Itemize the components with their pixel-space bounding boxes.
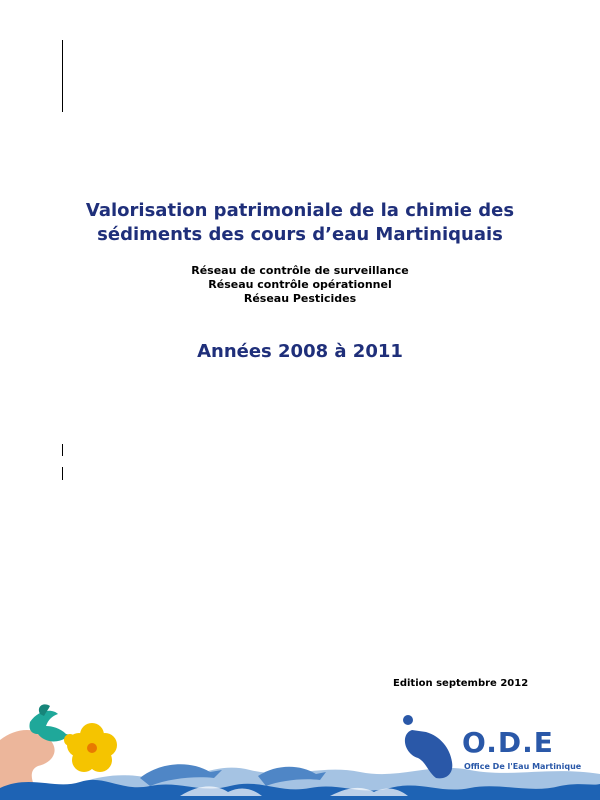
hibiscus-flower-illustration	[67, 723, 117, 772]
ode-logo-name: O.D.E	[462, 726, 554, 759]
document-title	[0, 199, 600, 247]
hibiscus-bud-illustration	[64, 734, 76, 746]
revision-bar-top	[62, 40, 63, 112]
edition-date: Edition septembre 2012	[393, 678, 529, 689]
document-years: Années 2008 à 2011	[197, 341, 403, 362]
revision-bar-middle	[62, 444, 63, 456]
network-item-operationnel: Réseau contrôle opérationnel	[208, 278, 392, 291]
network-item-surveillance: Réseau de contrôle de surveillance	[191, 264, 409, 277]
document-title-line-1: Valorisation patrimoniale de la chimie des	[85, 200, 515, 221]
ode-logo-subtitle: Office De l'Eau Martinique	[464, 762, 582, 771]
ode-logo-drop-icon	[403, 715, 452, 778]
document-title-line-2: sédiments des cours d’eau Martiniquais	[97, 224, 503, 245]
network-list	[0, 264, 600, 306]
network-item-pesticides: Réseau Pesticides	[243, 292, 357, 305]
revision-bar-lower	[62, 467, 63, 480]
